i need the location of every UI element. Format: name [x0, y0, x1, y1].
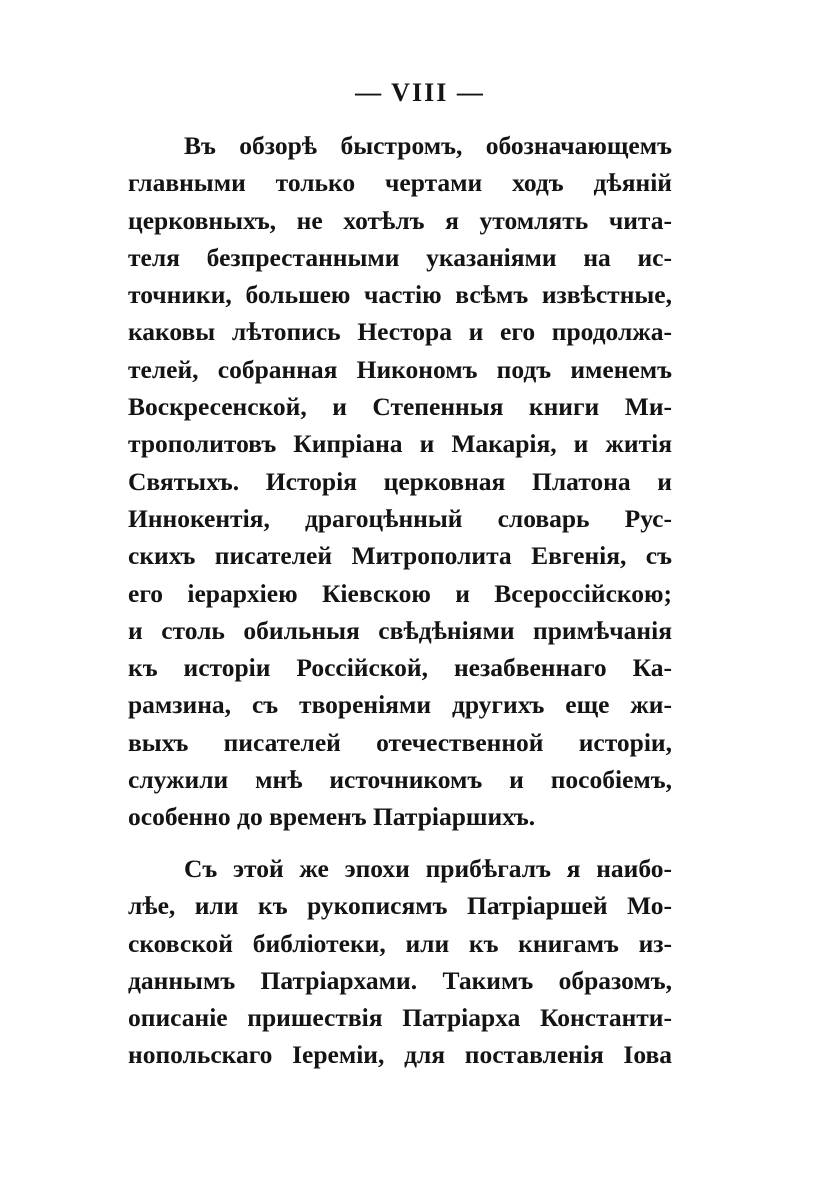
text-line: даннымъ Патріархами. Такимъ образомъ,	[128, 965, 672, 995]
text-line: и столь обильныя свѣдѣніями примѣчанія	[128, 615, 672, 645]
text-line: каковы лѣтопись Нестора и его продолжа-	[128, 317, 672, 347]
paragraph-1	[128, 127, 672, 836]
text-line: Съ этой же эпохи прибѣгалъ я наибо-	[184, 854, 672, 883]
text-line: служили мнѣ источникомъ и пособіемъ,	[128, 765, 672, 795]
text-line: описаніе пришествія Патріарха Константи-	[128, 1003, 672, 1033]
text-line: главными только чертами ходъ дѣяній	[128, 168, 672, 198]
text-line: трополитовъ Кипріана и Макарія, и житія	[128, 429, 672, 459]
text-line: лѣе, или къ рукописямъ Патріаршей Мо-	[128, 891, 672, 921]
text-line: точники, большею частію всѣмъ извѣстные,	[128, 280, 672, 310]
text-line: выхъ писателей отечественной исторіи,	[128, 727, 672, 757]
text-line: особенно до временъ Патріаршихъ.	[128, 802, 536, 832]
text-line: скихъ писателей Митрополита Евгенія, съ	[128, 541, 672, 571]
text-line: нопольскаго Іереміи, для поставленія Іова	[128, 1040, 672, 1070]
text-line: телей, собранная Никономъ подъ именемъ	[128, 354, 672, 384]
text-line: къ исторіи Россійской, незабвеннаго Ка-	[128, 653, 672, 683]
text-line: его іерархіею Кіевскою и Всероссійскою;	[128, 578, 672, 608]
text-line: рамзина, съ твореніями другихъ еще жи-	[128, 690, 672, 720]
text-line: сковской библіотеки, или къ книгамъ из-	[128, 928, 672, 958]
text-line: Въ обзорѣ быстромъ, обозначающемъ	[184, 131, 672, 160]
text-line: теля безпрестанными указаніями на ис-	[128, 242, 672, 272]
text-line: Иннокентія, драгоцѣнный словарь Рус-	[128, 503, 672, 533]
page-number-header: — VIII —	[355, 78, 485, 107]
text-line: Святыхъ. Исторія церковная Платона и	[128, 466, 672, 496]
paragraph-2	[128, 850, 672, 1074]
text-line: Воскресенской, и Степенныя книги Ми-	[128, 392, 672, 422]
text-line: церковныхъ, не хотѣлъ я утомлять чита-	[128, 205, 672, 235]
